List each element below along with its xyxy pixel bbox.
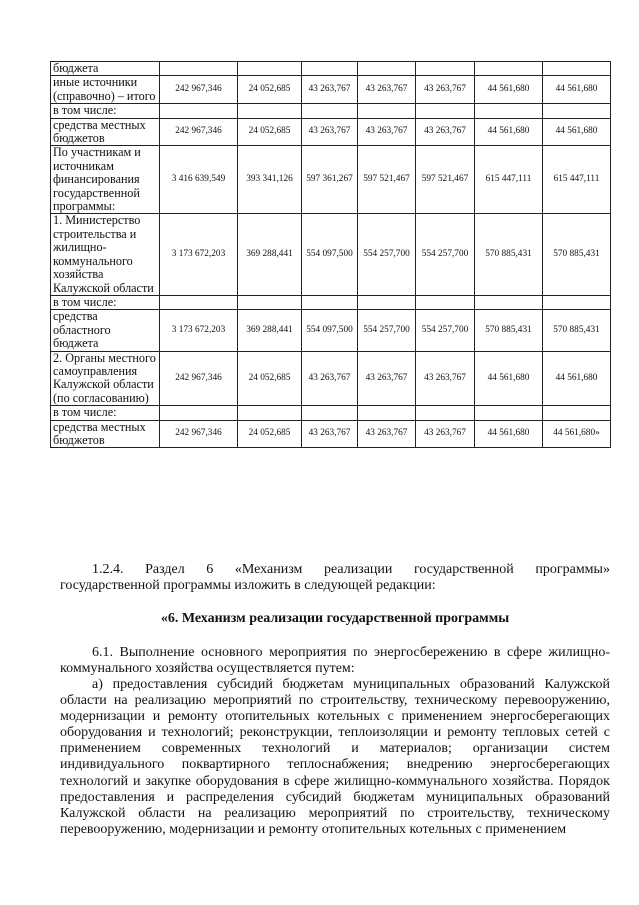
table-row xyxy=(51,406,611,420)
value-cell: 554 257,700 xyxy=(358,310,416,351)
value-cell: 43 263,767 xyxy=(416,351,475,406)
value-cell xyxy=(238,295,302,309)
value-cell: 242 967,346 xyxy=(160,118,238,146)
value-cell: 615 447,111 xyxy=(475,146,543,214)
value-cell: 554 257,700 xyxy=(358,214,416,295)
intro-word: государственной xyxy=(414,562,514,577)
value-cell xyxy=(416,295,475,309)
value-cell xyxy=(416,104,475,118)
value-cell: 43 263,767 xyxy=(358,118,416,146)
value-cell: 242 967,346 xyxy=(160,76,238,104)
value-cell xyxy=(475,295,543,309)
value-cell: 44 561,680 xyxy=(475,351,543,406)
row-label: средства местных бюджетов xyxy=(51,118,160,146)
paragraph-6-1 xyxy=(60,645,610,677)
value-cell: 44 561,680 xyxy=(475,118,543,146)
row-label: в том числе: xyxy=(51,406,160,420)
value-cell: 43 263,767 xyxy=(358,420,416,448)
value-cell xyxy=(358,295,416,309)
value-cell: 3 416 639,549 xyxy=(160,146,238,214)
section-intro-line1 xyxy=(60,562,610,578)
value-cell: 43 263,767 xyxy=(358,351,416,406)
value-cell: 242 967,346 xyxy=(160,351,238,406)
value-cell: 570 885,431 xyxy=(475,310,543,351)
value-cell: 44 561,680 xyxy=(543,76,611,104)
value-cell: 43 263,767 xyxy=(416,420,475,448)
value-cell: 570 885,431 xyxy=(543,310,611,351)
intro-word: 1.2.4. xyxy=(92,562,124,577)
value-cell: 597 521,467 xyxy=(416,146,475,214)
row-label: 1. Министерство строительства и жилищно-коммунального хозяйства Калужской области xyxy=(51,214,160,295)
value-cell: 43 263,767 xyxy=(302,351,358,406)
value-cell: 44 561,680 xyxy=(543,351,611,406)
intro-word: «Механизм xyxy=(234,562,303,577)
value-cell: 369 288,441 xyxy=(238,214,302,295)
value-cell: 242 967,346 xyxy=(160,420,238,448)
value-cell: 3 173 672,203 xyxy=(160,310,238,351)
section-intro-line2: государственной программы изложить в следующей редакции: xyxy=(60,578,436,594)
intro-word: 6 xyxy=(206,562,214,577)
value-cell xyxy=(238,104,302,118)
value-cell xyxy=(160,295,238,309)
row-label: бюджета xyxy=(51,62,160,76)
row-label: иные источники (справочно) – итого xyxy=(51,76,160,104)
value-cell xyxy=(238,406,302,420)
value-cell: 43 263,767 xyxy=(416,76,475,104)
value-cell xyxy=(475,104,543,118)
value-cell xyxy=(543,295,611,309)
value-cell: 369 288,441 xyxy=(238,310,302,351)
paragraph-a-text: а) предоставления субсидий бюджетам муниципальных образований Калужской области на реализацию мероприятий по строительству, техническому перевооружению, модернизации и ремонту отопительных котельных с применением энергосберегающих оборудования и технологий; реконструкции, теплоизоляции и ремонту тепловых сетей с применением современных технологий и материалов; организации систем индивидуального поквартирного теплоснабжения; внедрению энергосберегающих технологий и закупке оборудования в сфере жилищно-коммунального хозяйства. Порядок предоставления и распределения субсидий бюджетам муниципальных образований Калужской области на реализацию мероприятий по строительству, техническому перевооружению, модернизации и ремонту отопительных котельных с применением xyxy=(60,677,610,837)
value-cell xyxy=(475,406,543,420)
table-row xyxy=(51,62,611,76)
table-row xyxy=(51,118,611,146)
value-cell: 615 447,111 xyxy=(543,146,611,214)
value-cell xyxy=(238,62,302,76)
value-cell: 24 052,685 xyxy=(238,118,302,146)
value-cell xyxy=(160,406,238,420)
section-intro-paragraph xyxy=(60,562,610,594)
table-row xyxy=(51,214,611,295)
value-cell: 43 263,767 xyxy=(358,76,416,104)
value-cell: 393 341,126 xyxy=(238,146,302,214)
budget-table-body xyxy=(51,62,611,448)
value-cell xyxy=(302,295,358,309)
value-cell: 43 263,767 xyxy=(302,420,358,448)
value-cell xyxy=(543,406,611,420)
row-label: средства местных бюджетов xyxy=(51,420,160,448)
value-cell xyxy=(358,104,416,118)
value-cell: 24 052,685 xyxy=(238,351,302,406)
value-cell xyxy=(302,62,358,76)
row-label: По участникам и источникам финансирования государственной программы: xyxy=(51,146,160,214)
value-cell xyxy=(475,62,543,76)
table-row xyxy=(51,351,611,406)
value-cell: 24 052,685 xyxy=(238,420,302,448)
intro-word: программы» xyxy=(535,562,610,577)
table-row xyxy=(51,420,611,448)
paragraph-6-1-text: 6.1. Выполнение основного мероприятия по энергосбережению в сфере жилищно-коммунального хозяйства осуществляется путем: xyxy=(60,645,610,677)
intro-word: реализации xyxy=(323,562,393,577)
value-cell xyxy=(358,62,416,76)
budget-table xyxy=(50,61,611,448)
value-cell: 44 561,680 xyxy=(543,118,611,146)
value-cell xyxy=(160,104,238,118)
value-cell xyxy=(160,62,238,76)
value-cell xyxy=(358,406,416,420)
value-cell: 43 263,767 xyxy=(302,118,358,146)
value-cell: 597 521,467 xyxy=(358,146,416,214)
value-cell xyxy=(543,62,611,76)
row-label: в том числе: xyxy=(51,295,160,309)
value-cell: 24 052,685 xyxy=(238,76,302,104)
value-cell: 570 885,431 xyxy=(475,214,543,295)
row-label: в том числе: xyxy=(51,104,160,118)
value-cell xyxy=(302,406,358,420)
table-row xyxy=(51,310,611,351)
value-cell: 554 097,500 xyxy=(302,310,358,351)
value-cell xyxy=(543,104,611,118)
value-cell xyxy=(416,62,475,76)
table-row xyxy=(51,295,611,309)
value-cell: 44 561,680 xyxy=(475,76,543,104)
table-row xyxy=(51,104,611,118)
value-cell: 554 257,700 xyxy=(416,310,475,351)
intro-word: Раздел xyxy=(145,562,185,577)
row-label: 2. Органы местного самоуправления Калужской области (по согласованию) xyxy=(51,351,160,406)
table-row xyxy=(51,146,611,214)
row-label: средства областного бюджета xyxy=(51,310,160,351)
value-cell: 44 561,680 xyxy=(475,420,543,448)
value-cell: 554 257,700 xyxy=(416,214,475,295)
value-cell: 43 263,767 xyxy=(416,118,475,146)
value-cell: 43 263,767 xyxy=(302,76,358,104)
section-heading: «6. Механизм реализации государственной программы xyxy=(160,611,510,626)
paragraph-a xyxy=(60,677,610,838)
value-cell xyxy=(302,104,358,118)
value-cell: 570 885,431 xyxy=(543,214,611,295)
value-cell: 44 561,680» xyxy=(543,420,611,448)
value-cell: 554 097,500 xyxy=(302,214,358,295)
table-row xyxy=(51,76,611,104)
value-cell: 3 173 672,203 xyxy=(160,214,238,295)
value-cell xyxy=(416,406,475,420)
value-cell: 597 361,267 xyxy=(302,146,358,214)
